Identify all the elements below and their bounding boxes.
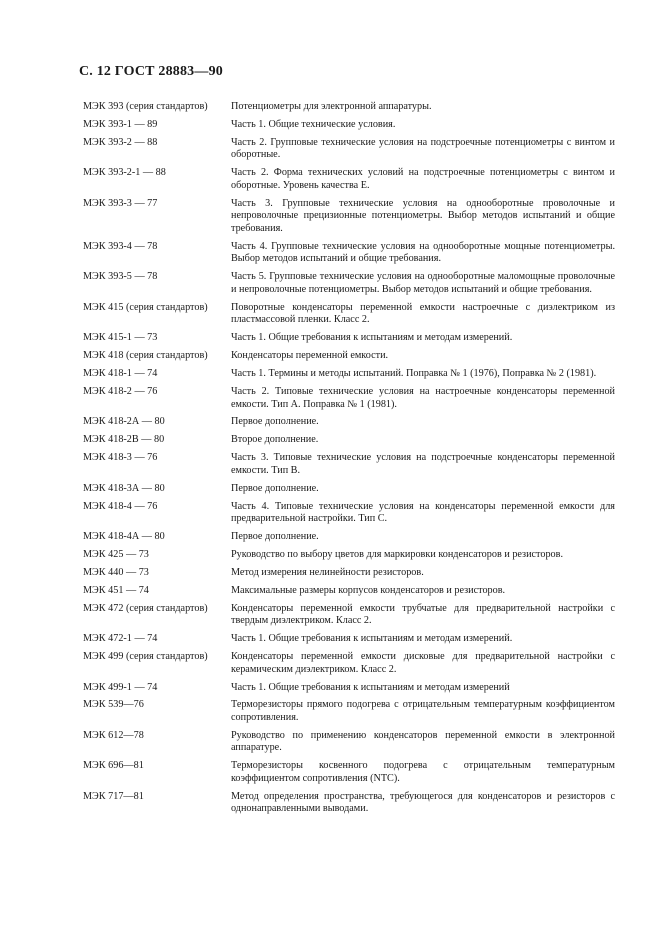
standard-code: МЭК 418 (серия стандартов) <box>83 350 208 362</box>
standard-entry <box>83 452 615 477</box>
standard-code: МЭК 418-2В — 80 <box>83 434 165 446</box>
standard-code: МЭК 418-2 — 76 <box>83 385 158 397</box>
standard-description: Часть 1. Общие требования к испытаниям и методам измерений <box>231 681 510 693</box>
standard-code: МЭК 696—81 <box>83 760 144 772</box>
standard-description: Руководство по применению конденсаторов переменной емкости в электронной аппаратуре. <box>231 729 615 754</box>
standard-description: Часть 1. Общие требования к испытаниям и методам измерений. <box>231 332 513 344</box>
standard-entry <box>83 585 615 598</box>
standard-description: Часть 3. Групповые технические условия на однооборотные проволочные и непроволочные прецизионные потенциометры. Выбор методов испытаний и общие требования. <box>231 197 615 234</box>
standard-description: Часть 1. Общие требования к испытаниям и методам измерений. <box>231 633 513 645</box>
page-header: С. 12 ГОСТ 28883—90 <box>79 64 223 79</box>
standard-description: Терморезисторы прямого подогрева с отрицательным температурным коэффициентом сопротивления. <box>231 699 615 723</box>
standard-entry <box>83 350 615 363</box>
standard-description: Максимальные размеры корпусов конденсаторов и резисторов. <box>231 584 506 596</box>
standard-description: Второе дополнение. <box>231 434 319 446</box>
standard-description: Первое дополнение. <box>231 482 319 494</box>
standard-entry <box>83 119 615 132</box>
standard-code: МЭК 425 — 73 <box>83 548 149 560</box>
standard-description: Метод определения пространства, требующегося для конденсаторов и резисторов с однонаправленными выводами. <box>231 790 615 815</box>
standard-entry <box>83 651 615 676</box>
standard-description: Руководство по выбору цветов для маркировки конденсаторов и резисторов. <box>231 548 564 560</box>
standard-entry <box>83 198 615 236</box>
standard-entry <box>83 167 615 192</box>
standard-code: МЭК 717—81 <box>83 790 144 802</box>
standard-entry <box>83 791 615 816</box>
standard-code: МЭК 472 (серия стандартов) <box>83 602 208 614</box>
standard-entry <box>83 434 615 447</box>
standard-code: МЭК 418-3 — 76 <box>83 452 158 464</box>
standard-entry <box>83 567 615 580</box>
standard-code: МЭК 440 — 73 <box>83 566 149 578</box>
standard-code: МЭК 418-4 — 76 <box>83 500 158 512</box>
standard-code: МЭК 539—76 <box>83 699 144 711</box>
standard-entry <box>83 603 615 628</box>
standard-description: Конденсаторы переменной емкости трубчатые для предварительной настройки с твердым диэлектриком. Класс 2. <box>231 602 615 627</box>
standard-code: МЭК 393-1 — 89 <box>83 118 158 130</box>
standard-code: МЭК 393 (серия стандартов) <box>83 101 208 112</box>
standard-description: Первое дополнение. <box>231 416 319 428</box>
standard-code: МЭК 418-2А — 80 <box>83 416 165 428</box>
standard-description: Часть 5. Групповые технические условия на однооборотные маломощные проволочные и непроволочные потенциометры. Выбор методов испытаний и общие требования. <box>231 271 615 295</box>
standard-code: МЭК 415-1 — 73 <box>83 332 158 344</box>
standard-entry <box>83 760 615 785</box>
standard-entry <box>83 531 615 544</box>
standard-code: МЭК 612—78 <box>83 729 144 741</box>
standard-code: МЭК 415 (серия стандартов) <box>83 301 208 313</box>
standard-entry <box>83 501 615 526</box>
standard-entry <box>83 483 615 496</box>
standard-code: МЭК 393-4 — 78 <box>83 240 158 252</box>
standard-entry <box>83 730 615 755</box>
standard-entry <box>83 101 615 114</box>
standard-description: Часть 4. Групповые технические условия на однооборотные мощные потенциометры. Выбор методов испытаний и общие требования. <box>231 240 615 265</box>
standard-description: Часть 2. Групповые технические условия на подстроечные потенциометры с винтом и оборотные. <box>231 136 615 161</box>
standard-code: МЭК 418-3А — 80 <box>83 482 165 494</box>
standard-description: Потенциометры для электронной аппаратуры. <box>231 101 432 112</box>
standard-code: МЭК 418-4А — 80 <box>83 531 165 543</box>
standard-code: МЭК 393-5 — 78 <box>83 271 158 283</box>
standard-description: Часть 4. Типовые технические условия на конденсаторы переменной емкости для предварительной настройки. Тип С. <box>231 500 615 525</box>
standard-description: Терморезисторы косвенного подогрева с отрицательным температурным коэффициентом сопротивления (NTC). <box>231 760 615 784</box>
standard-entry <box>83 271 615 296</box>
standard-entry <box>83 241 615 266</box>
standard-code: МЭК 393-3 — 77 <box>83 197 158 209</box>
standard-code: МЭК 472-1 — 74 <box>83 633 158 645</box>
standard-entry <box>83 386 615 411</box>
standard-code: МЭК 393-2-1 — 88 <box>83 167 166 179</box>
standard-entry <box>83 416 615 429</box>
standard-description: Часть 1. Общие технические условия. <box>231 118 396 130</box>
standard-entry <box>83 332 615 345</box>
standard-code: МЭК 499 (серия стандартов) <box>83 651 208 663</box>
standard-entry <box>83 302 615 327</box>
standard-entry <box>83 633 615 646</box>
standard-code: МЭК 451 — 74 <box>83 584 149 596</box>
standard-description: Конденсаторы переменной емкости дисковые для предварительной настройки с керамическим диэлектриком. Класс 2. <box>231 651 615 675</box>
standard-entry <box>83 368 615 381</box>
standard-description: Часть 2. Типовые технические условия на настроечные конденсаторы переменной емкости. Тип А. Поправка № 1 (1981). <box>231 385 615 410</box>
standard-description: Поворотные конденсаторы переменной емкости настроечные с диэлектриком из пластмассовой пленки. Класс 2. <box>231 301 615 326</box>
standard-code: МЭК 499-1 — 74 <box>83 681 158 693</box>
standard-description: Часть 1. Термины и методы испытаний. Поправка № 1 (1976), Поправка № 2 (1981). <box>231 368 597 380</box>
standard-entry <box>83 699 615 724</box>
standard-description: Первое дополнение. <box>231 531 319 543</box>
standard-entry <box>83 137 615 162</box>
standard-description: Часть 2. Форма технических условий на подстроечные потенциометры с винтом и оборотные. Уровень качества Е. <box>231 167 615 191</box>
standard-description: Часть 3. Типовые технические условия на подстроечные конденсаторы переменной емкости. Тип В. <box>231 452 615 476</box>
standard-entry <box>83 682 615 695</box>
standard-description: Конденсаторы переменной емкости. <box>231 350 389 362</box>
standard-entry <box>83 549 615 562</box>
standard-description: Метод измерения нелинейности резисторов. <box>231 566 424 578</box>
standard-code: МЭК 393-2 — 88 <box>83 136 158 148</box>
standard-code: МЭК 418-1 — 74 <box>83 368 158 380</box>
standards-list <box>83 101 615 821</box>
